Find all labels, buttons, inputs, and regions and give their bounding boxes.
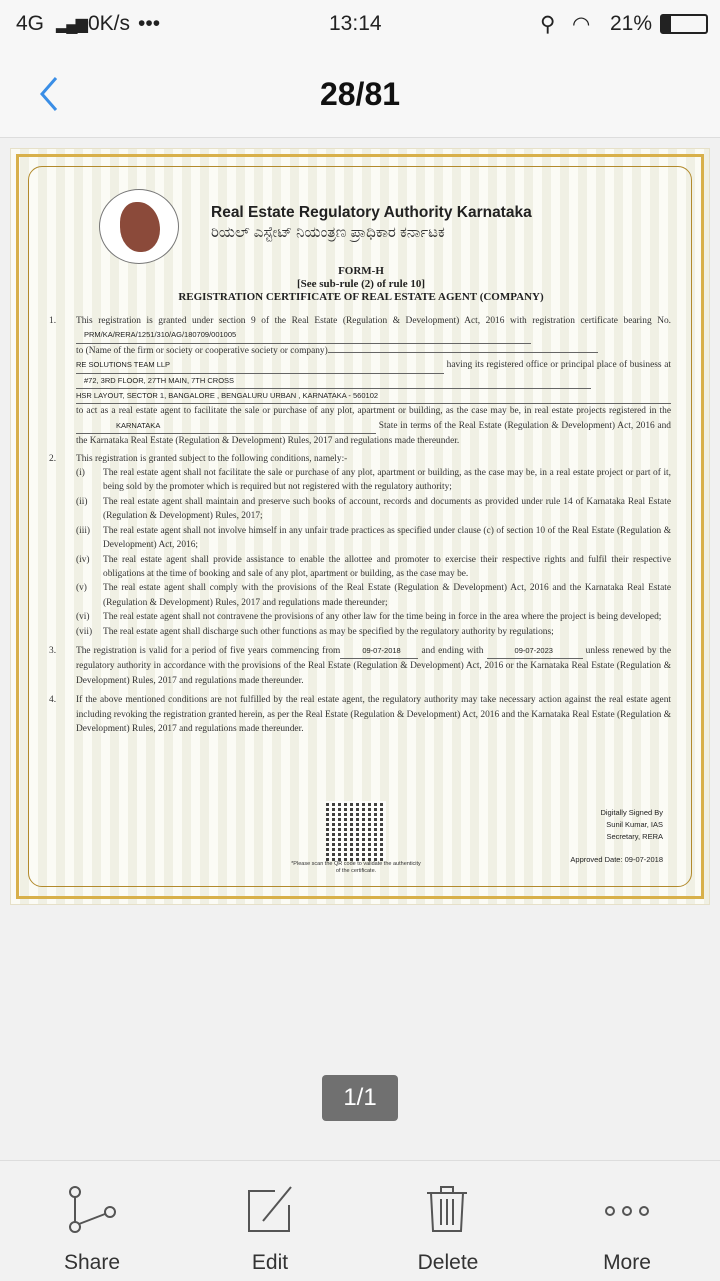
condition-item <box>49 581 671 610</box>
network-speed: 0K/s <box>88 12 131 35</box>
condition-number: (iv) <box>76 554 90 565</box>
condition-text: The real estate agent shall discharge such other functions as may be specified by the regulatory authority by regulations; <box>103 626 554 637</box>
clause-text: to act as a real estate agent to facilitate the sale or purchase of any plot, apartment or building, as the case may be, in real estate projects registered in the <box>76 406 671 417</box>
blank-line <box>328 352 598 353</box>
clause-1 <box>49 314 671 449</box>
condition-number: (iii) <box>76 525 91 536</box>
condition-item <box>49 553 671 582</box>
condition-text: The real estate agent shall provide assistance to enable the allottee and promoter to exercise their respective rights and fulfil their respective obligations at the time of booking and sale of any plot, apartment or building, as the case may be. <box>103 554 671 579</box>
status-bar <box>0 0 720 50</box>
condition-number: (i) <box>76 468 85 479</box>
delete-label: Delete <box>417 1251 479 1274</box>
condition-item <box>49 495 671 524</box>
condition-text: The real estate agent shall maintain and preserve such books of account, records and documents as provided under rule 14 of Karnataka Real Estate (Regulation & Development) Rules, 2017; <box>103 496 671 522</box>
location-icon: ⚲ <box>540 13 556 36</box>
page-indicator: 1/1 <box>322 1075 398 1121</box>
form-heading <box>11 265 711 304</box>
signer-title: Secretary, RERA <box>606 832 663 841</box>
more-button[interactable] <box>562 1161 692 1281</box>
clause-number: 1. <box>49 316 57 326</box>
clause-number: 3. <box>49 645 57 656</box>
more-notifications-icon: ••• <box>138 12 161 35</box>
clause-text: having its registered office or principal place of business at <box>446 360 671 371</box>
clause-text: unless renewed by the regulatory authority in accordance with the provisions of the Real Estate (Regulation & Development) Act, 2016 or the Karnataka Real Estate (Regulation & Development) Rules, 2017 and regulations made thereunder. <box>76 645 672 686</box>
clause-text: If the above mentioned conditions are not fulfilled by the real estate agent, the regulatory authority may take necessary action against the real estate agent including revoking the registration granted herein, as per the Real Estate (Regulation & Development) Act, 2016 and the Karnataka Real Estate (Regulation & Development) Rules, 2017 and regulations made thereunder. <box>76 695 671 734</box>
more-label: More <box>603 1251 651 1274</box>
condition-text: The real estate agent shall not facilitate the sale or purchase of any plot, apartment or building, as the case may be, in a real estate project or part of it, being sold by the promoter which is required but not registered with the regulatory authority; <box>103 468 671 493</box>
signature-block <box>600 807 663 843</box>
condition-number: (v) <box>76 583 87 594</box>
share-icon <box>67 1185 117 1235</box>
clause-text: State in terms of the Real Estate (Regulation & Development) Act, 2016 and the Karnataka Real Estate (Regulation & Development) Rules, 2017 and regulations made thereunder. <box>76 420 671 447</box>
org-name: Real Estate Regulatory Authority Karnataka <box>211 204 532 221</box>
clause-text: This registration is granted under section 9 of the Real Estate (Regulation & Development) Act, 2016 with registration certificate bearing No. <box>76 316 671 326</box>
address-line-1: #72, 3RD FLOOR, 27TH MAIN, 7TH CROSS <box>76 374 591 389</box>
clause-3 <box>49 644 671 688</box>
condition-text: The real estate agent shall comply with the provisions of the Real Estate (Regulation & Development) Act, 2016 and the Karnataka Real Estate (Regulation & Development) Rules, 2017 and regulations made thereunder; <box>103 583 671 608</box>
clause-text: The registration is valid for a period of five years commencing from <box>76 645 341 656</box>
condition-text: The real estate agent shall not contravene the provisions of any other law for the time being in force in the area where the project is being developed; <box>103 612 662 623</box>
page-title: 28/81 <box>319 76 401 112</box>
clause-text: This registration is granted subject to the following conditions, namely:- <box>76 453 348 464</box>
bottom-toolbar <box>0 1160 720 1280</box>
certificate-heading: REGISTRATION CERTIFICATE OF REAL ESTATE AGENT (COMPANY) <box>178 291 544 303</box>
edit-label: Edit <box>251 1251 289 1274</box>
header <box>0 50 720 138</box>
form-title: FORM-H <box>338 265 384 277</box>
clock: 13:14 <box>329 12 382 35</box>
condition-item <box>49 466 671 495</box>
clause-4 <box>49 693 671 736</box>
clause-number: 4. <box>49 695 57 706</box>
certificate-image[interactable] <box>10 148 710 905</box>
more-icon <box>602 1185 652 1235</box>
signal-icon: ▂▄▆ <box>56 16 86 33</box>
trash-icon <box>423 1185 473 1235</box>
registration-number: PRM/KA/RERA/1251/310/AG/180709/001005 <box>76 328 531 343</box>
wifi-icon: ◠ <box>572 13 591 36</box>
edit-button[interactable] <box>205 1161 335 1281</box>
approved-date: Approved Date: 09-07-2018 <box>570 855 663 864</box>
condition-number: (ii) <box>76 496 88 507</box>
condition-number: (vii) <box>76 626 93 637</box>
edit-icon <box>245 1185 295 1235</box>
clause-number: 2. <box>49 453 57 464</box>
condition-item <box>49 625 671 639</box>
org-name-kannada: ರಿಯಲ್ ಎಸ್ಟೇಟ್ ನಿಯಂತ್ರಣ ಪ್ರಾಧಿಕಾರ ಕರ್ನಾಟಕ <box>211 224 445 241</box>
address-line-2: HSR LAYOUT, SECTOR 1, BANGALORE , BENGALURU URBAN , KARNATAKA - 560102 <box>76 389 671 404</box>
signer-name: Sunil Kumar, IAS <box>606 820 663 829</box>
condition-text: The real estate agent shall not involve himself in any unfair trade practices as specified under clause (c) of section 10 of the Real Estate (Regulation & Development) Act, 2016; <box>103 525 671 551</box>
condition-number: (vi) <box>76 612 90 623</box>
state: KARNATAKA <box>76 419 376 434</box>
battery-level: 21% <box>610 12 653 35</box>
company-name: RE SOLUTIONS TEAM LLP <box>76 358 444 373</box>
clause-text: to (Name of the firm or society or cooperative society or company) <box>76 345 328 356</box>
clause-text: and ending with <box>421 645 484 656</box>
condition-item <box>49 524 671 553</box>
condition-item <box>49 610 671 624</box>
clause-2 <box>49 452 671 466</box>
signed-by-label: Digitally Signed By <box>600 808 663 817</box>
start-date: 09-07-2018 <box>340 644 418 659</box>
qr-code <box>326 801 386 861</box>
battery-icon <box>660 14 708 34</box>
rera-logo <box>99 189 179 264</box>
share-button[interactable] <box>27 1161 157 1281</box>
qr-note: *Please scan the QR code to validate the authenticity of the certificate. <box>291 861 421 874</box>
form-rule: [See sub-rule (2) of rule 10] <box>296 278 425 290</box>
end-date: 09-07-2023 <box>487 644 583 659</box>
network-indicator: 4G <box>16 12 45 35</box>
certificate-body <box>49 314 671 736</box>
share-label: Share <box>63 1251 121 1274</box>
delete-button[interactable] <box>383 1161 513 1281</box>
